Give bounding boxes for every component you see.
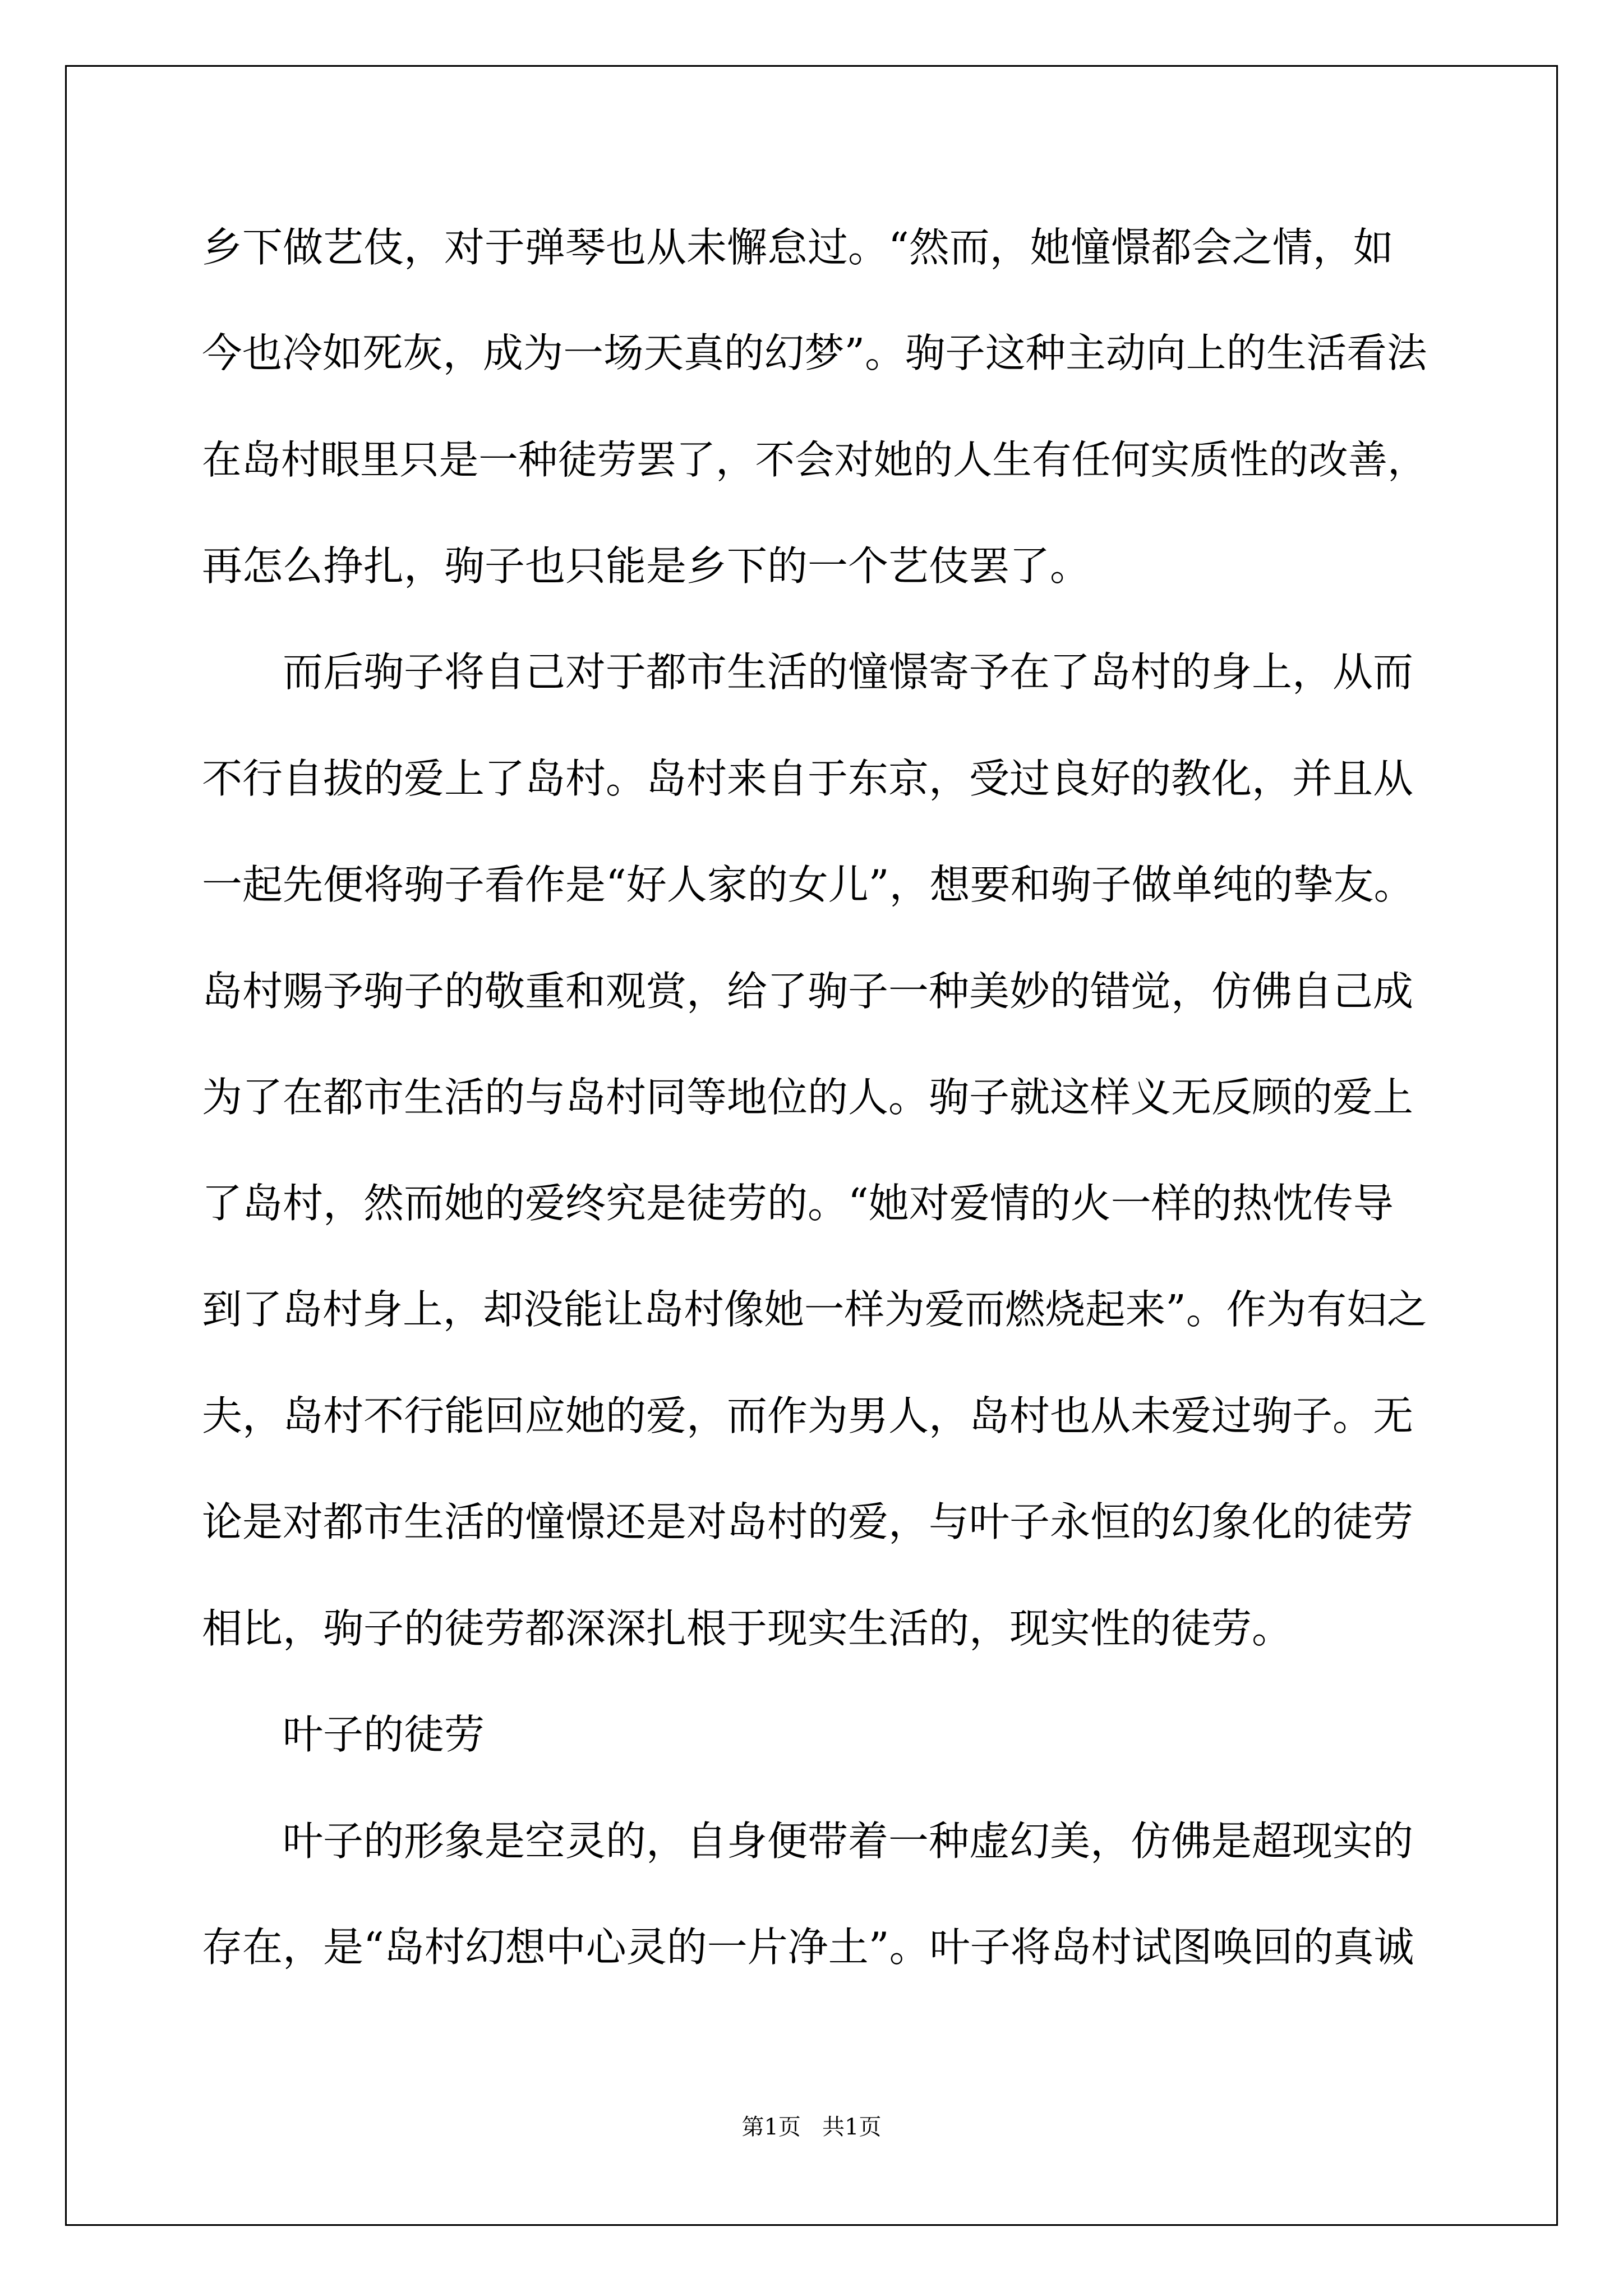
text-line: 乡下做艺伎，对于弹琴也从未懈怠过。“然而，她憧憬都会之情，如: [202, 224, 1394, 271]
page-number-footer: 第1页 共1页: [741, 2114, 882, 2140]
section-heading: 叶子的徒劳: [283, 1711, 485, 1758]
paragraph-start-line: 而后驹子将自己对于都市生活的憧憬寄予在了岛村的身上，从而: [283, 648, 1414, 696]
text-line: 岛村赐予驹子的敬重和观赏，给了驹子一种美妙的错觉，仿佛自己成: [202, 968, 1414, 1015]
text-line: 论是对都市生活的憧憬还是对岛村的爱，与叶子永恒的幻象化的徒劳: [202, 1498, 1414, 1545]
text-line: 一起先便将驹子看作是“好人家的女儿”，想要和驹子做单纯的挚友。: [202, 861, 1414, 908]
paragraph-start-line: 叶子的形象是空灵的，自身便带着一种虚幻美，仿佛是超现实的: [283, 1818, 1414, 1865]
page-border: [65, 65, 1558, 2226]
text-line: 在岛村眼里只是一种徒劳罢了，不会对她的人生有任何实质性的改善，: [202, 437, 1427, 483]
text-line: 今也冷如死灰，成为一场天真的幻梦”。驹子这种主动向上的生活看法: [202, 330, 1427, 376]
text-line: 存在，是“岛村幻想中心灵的一片净土”。叶子将岛村试图唤回的真诚: [202, 1924, 1414, 1971]
text-line: 了岛村，然而她的爱终究是徒劳的。“她对爱情的火一样的热忱传导: [202, 1180, 1394, 1227]
text-line: 相比，驹子的徒劳都深深扎根于现实生活的，现实性的徒劳。: [202, 1605, 1293, 1652]
text-line: 再怎么挣扎，驹子也只能是乡下的一个艺伎罢了。: [202, 542, 1091, 590]
text-line: 夫，岛村不行能回应她的爱，而作为男人，岛村也从未爱过驹子。无: [202, 1392, 1414, 1439]
text-line: 为了在都市生活的与岛村同等地位的人。驹子就这样义无反顾的爱上: [202, 1074, 1414, 1121]
text-line: 到了岛村身上，却没能让岛村像她一样为爱而燃烧起来”。作为有妇之: [202, 1286, 1427, 1333]
text-line: 不行自拔的爱上了岛村。岛村来自于东京，受过良好的教化，并且从: [202, 755, 1414, 802]
